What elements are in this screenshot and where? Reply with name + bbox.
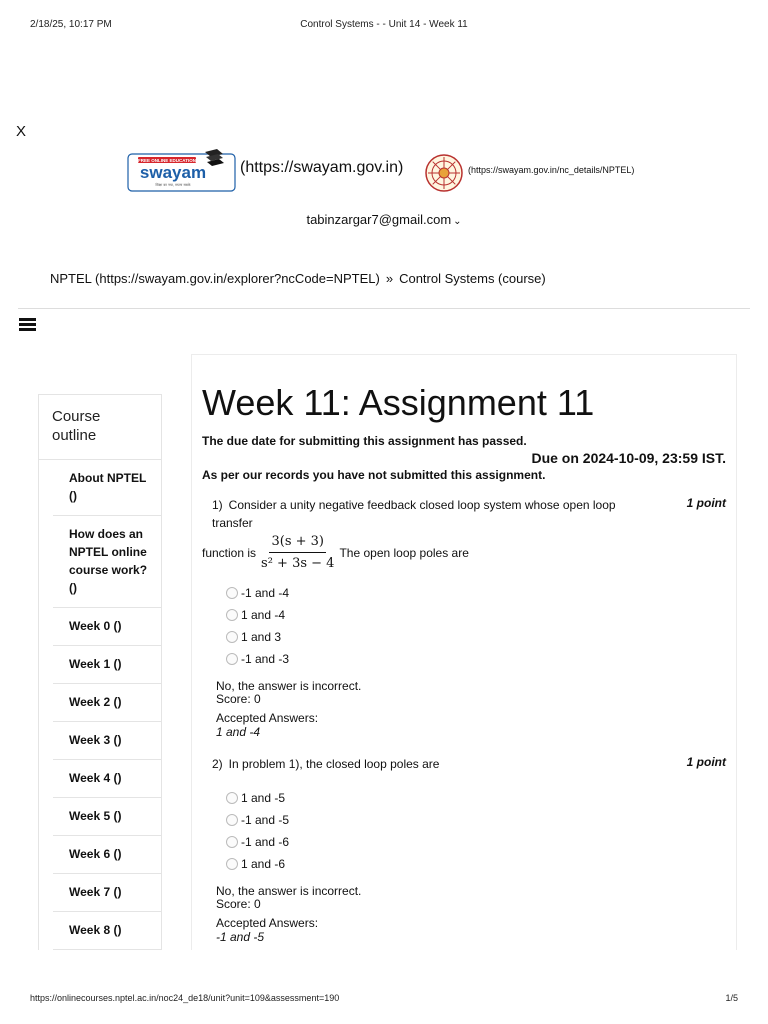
formula-denominator: s² + 3s − 4 <box>261 556 335 571</box>
accepted-answers-label: Accepted Answers: <box>216 916 319 930</box>
radio-button[interactable] <box>226 858 238 870</box>
sidebar-item-week-8[interactable]: Week 8 () <box>53 912 161 950</box>
feedback-message: No, the answer is incorrect. <box>216 884 362 898</box>
header-divider <box>18 308 750 309</box>
account-menu[interactable] <box>0 212 768 227</box>
breadcrumb <box>50 271 546 286</box>
sidebar-item-week-4[interactable]: Week 4 () <box>53 760 161 798</box>
nptel-link[interactable]: (https://swayam.gov.in/nc_details/NPTEL) <box>468 165 635 175</box>
question-1-options <box>202 582 726 670</box>
close-button[interactable]: X <box>16 123 27 140</box>
due-date: Due on 2024-10-09, 23:59 IST. <box>531 450 726 466</box>
swayam-link[interactable]: (https://swayam.gov.in) <box>240 159 404 176</box>
question-number: 1) <box>212 498 223 512</box>
option-label: 1 and -6 <box>241 857 286 871</box>
accepted-answer: 1 and -4 <box>216 725 261 739</box>
score-text: Score: 0 <box>216 692 261 706</box>
question-number: 2) <box>212 757 223 771</box>
swayam-logo[interactable] <box>127 148 236 193</box>
answer-option[interactable] <box>226 787 726 809</box>
answer-option[interactable] <box>226 831 726 853</box>
breadcrumb-separator: » <box>385 271 394 286</box>
radio-button[interactable] <box>226 836 238 848</box>
radio-button[interactable] <box>226 587 238 599</box>
sidebar-item-week-7[interactable]: Week 7 () <box>53 874 161 912</box>
sidebar-item-week-0[interactable]: Week 0 () <box>53 608 161 646</box>
question-2-options <box>202 787 726 875</box>
answer-option[interactable] <box>226 648 726 670</box>
question-1-formula-line <box>202 534 726 571</box>
question-2 <box>202 755 726 944</box>
due-passed-notice: The due date for submitting this assignment has passed. <box>202 434 527 448</box>
chevron-down-icon[interactable]: ⌄ <box>453 216 462 227</box>
radio-button[interactable] <box>226 814 238 826</box>
page-number: 1/5 <box>725 993 738 1003</box>
question-2-feedback <box>202 885 726 944</box>
option-label: -1 and -4 <box>241 586 290 600</box>
question-2-text <box>202 755 726 773</box>
breadcrumb-current: Control Systems (course) <box>399 271 546 286</box>
breadcrumb-nptel-link[interactable]: NPTEL (https://swayam.gov.in/explorer?ncCode=NPTEL) <box>50 271 380 286</box>
question-1-points: 1 point <box>686 496 726 510</box>
radio-button[interactable] <box>226 609 238 621</box>
not-submitted-notice: As per our records you have not submitted this assignment. <box>202 468 546 482</box>
accepted-answers-label: Accepted Answers: <box>216 711 319 725</box>
question-1 <box>202 496 726 739</box>
sidebar-item-about-nptel[interactable]: About NPTEL () <box>53 460 161 516</box>
answer-option[interactable] <box>226 604 726 626</box>
sidebar-item-how-it-works[interactable]: How does an NPTEL online course work? () <box>53 516 161 608</box>
option-label: 1 and -5 <box>241 791 286 805</box>
answer-option[interactable] <box>226 582 726 604</box>
question-2-line1: In problem 1), the closed loop poles are <box>228 757 440 771</box>
radio-button[interactable] <box>226 792 238 804</box>
nptel-logo[interactable] <box>424 153 464 193</box>
print-header <box>30 19 738 33</box>
course-outline-sidebar <box>38 394 162 950</box>
sidebar-item-week-5[interactable]: Week 5 () <box>53 798 161 836</box>
swayam-tagline: FREE ONLINE EDUCATION <box>138 158 196 163</box>
assignment-panel <box>191 354 737 950</box>
question-2-points: 1 point <box>686 755 726 769</box>
sidebar-item-week-2[interactable]: Week 2 () <box>53 684 161 722</box>
question-1-text <box>202 496 726 532</box>
sidebar-item-week-6[interactable]: Week 6 () <box>53 836 161 874</box>
account-email[interactable]: tabinzargar7@gmail.com <box>306 212 452 227</box>
formula-numerator: 3(s + 3) <box>269 534 326 553</box>
feedback-message: No, the answer is incorrect. <box>216 679 362 693</box>
sidebar-title: Course outline <box>39 395 161 460</box>
answer-option[interactable] <box>226 809 726 831</box>
option-label: -1 and -5 <box>241 813 290 827</box>
page-title: Week 11: Assignment 11 <box>202 382 595 423</box>
option-label: -1 and -3 <box>241 652 290 666</box>
option-label: 1 and 3 <box>241 630 282 644</box>
option-label: 1 and -4 <box>241 608 286 622</box>
score-text: Score: 0 <box>216 897 261 911</box>
print-footer <box>30 993 738 1003</box>
accepted-answer: -1 and -5 <box>216 930 265 944</box>
print-url: https://onlinecourses.nptel.ac.in/noc24_de18/unit?unit=109&assessment=190 <box>30 993 340 1003</box>
question-1-feedback <box>202 680 726 739</box>
sidebar-item-week-3[interactable]: Week 3 () <box>53 722 161 760</box>
question-1-line1: Consider a unity negative feedback closed loop system whose open loop transfer <box>212 498 616 530</box>
radio-button[interactable] <box>226 631 238 643</box>
transfer-function-formula <box>261 534 334 571</box>
question-1-suffix: The open loop poles are <box>339 545 469 560</box>
menu-icon[interactable] <box>19 318 36 332</box>
answer-option[interactable] <box>226 626 726 648</box>
sidebar-item-week-1[interactable]: Week 1 () <box>53 646 161 684</box>
print-datetime: 2/18/25, 10:17 PM <box>30 19 112 30</box>
swayam-wordmark: swayam <box>139 163 207 182</box>
answer-option[interactable] <box>226 853 726 875</box>
option-label: -1 and -6 <box>241 835 290 849</box>
question-1-prefix: function is <box>202 545 257 560</box>
print-title: Control Systems - - Unit 14 - Week 11 <box>300 19 468 30</box>
swayam-subtitle: शिक्षा का नया, सपना सबके <box>155 183 191 187</box>
radio-button[interactable] <box>226 653 238 665</box>
